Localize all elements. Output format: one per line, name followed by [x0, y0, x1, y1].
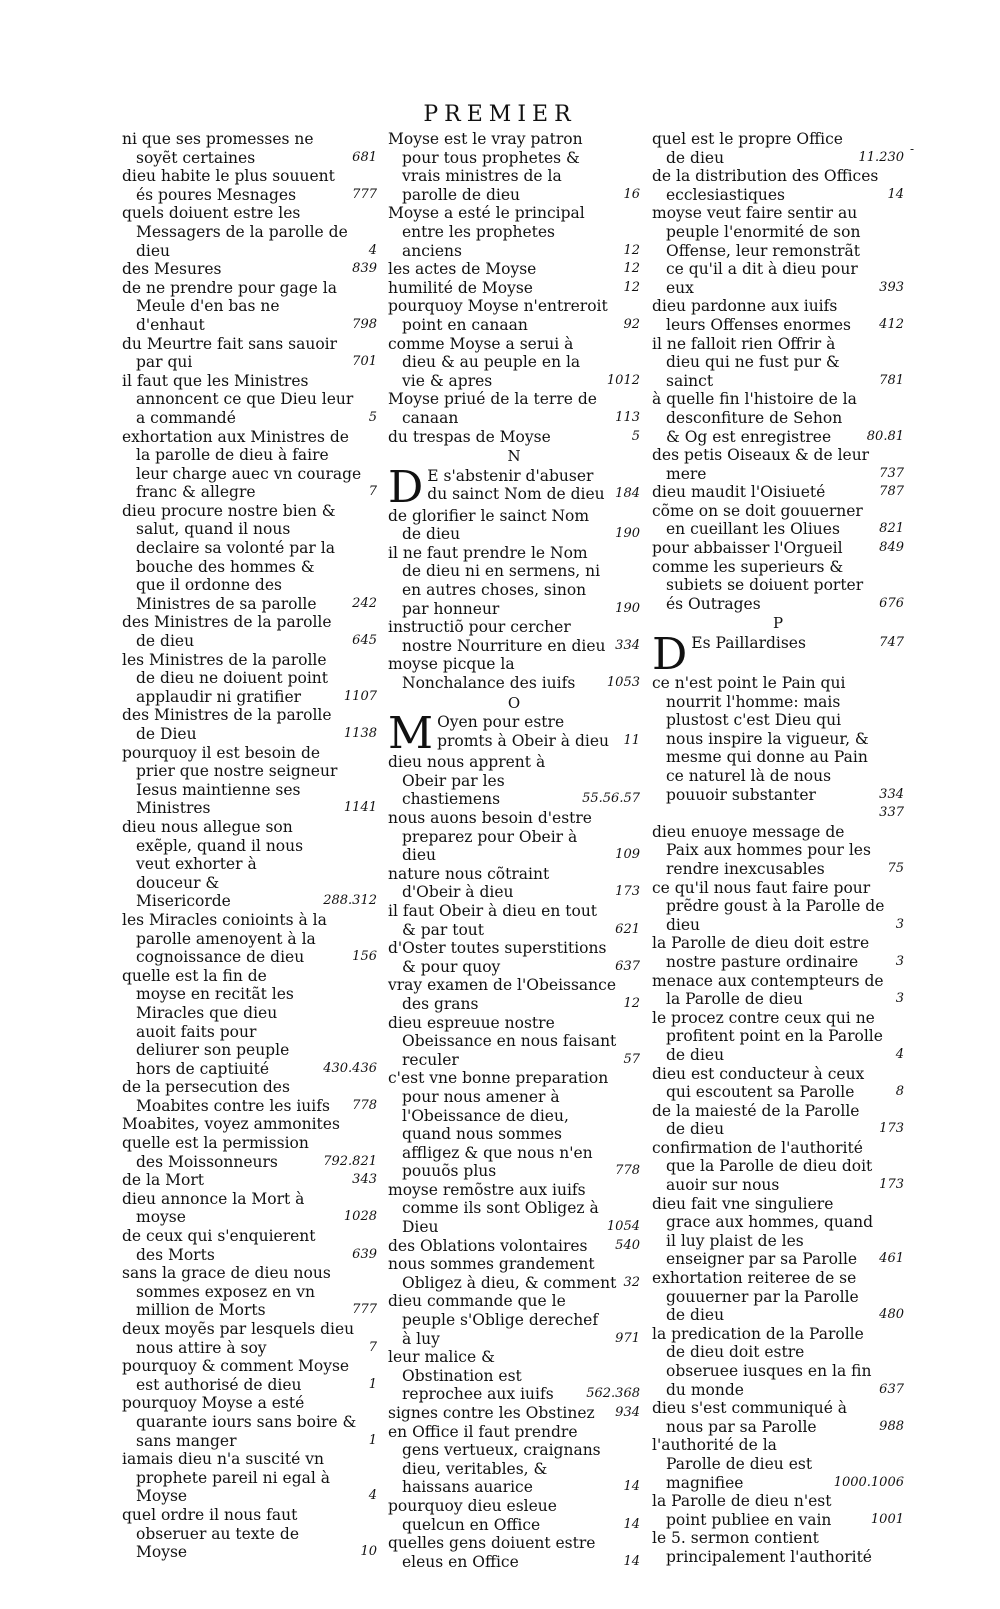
index-entry-text: le procez contre ceux qui ne profitent point en la Parolle de dieu [652, 1008, 883, 1064]
index-entry-text: quelle est la fin de moyse en recitãt les Miracles que dieu auoit faits pour deliurer son peuple hors de captiuité [122, 966, 294, 1078]
index-entry [388, 1237, 640, 1256]
page-reference: 562.368 [586, 1386, 640, 1402]
index-entry-text: ce n'est point le Pain qui nourrit l'homme: mais plustost c'est Dieu qui nous inspire la vigueur, & mesme qui donne au Pain ce naturel là de nous pouuoir substanter [652, 674, 869, 804]
page-reference: 637 [879, 1381, 904, 1397]
index-entry [122, 335, 377, 372]
index-entry [652, 934, 904, 971]
index-entry [388, 279, 640, 298]
page-reference: 821 [879, 521, 904, 537]
index-entry [652, 446, 904, 483]
drop-cap: D [652, 634, 688, 675]
index-entry-text: dieu nous allegue son exẽple, quand il nous veut exhorter à douceur & Misericorde [122, 817, 304, 911]
page-reference: 798 [352, 316, 377, 332]
index-entry [122, 818, 377, 911]
index-entry-text: leur malice & Obstination est reprochee aux iuifs [388, 1348, 554, 1404]
index-entry-text: nous sommes grandement Obligez à dieu, & comment [388, 1255, 617, 1292]
page-reference: 781 [879, 372, 904, 388]
page-reference: 109 [615, 847, 640, 863]
page-reference: 777 [352, 186, 377, 202]
index-entry-text: des petis Oiseaux & de leur mere [652, 446, 870, 483]
index-entry-text: la predication de la Parolle de dieu doit estre obseruee iusques en la fin du monde [652, 1324, 872, 1399]
index-entry [652, 1139, 904, 1195]
index-entry-text: quels doiuent estre les Messagers de la parolle de dieu [122, 204, 348, 260]
page-reference: 92 [623, 316, 640, 332]
page-reference: 190 [615, 600, 640, 616]
index-entry-text: il ne falloit rien Offrir à dieu qui ne fust pur & sainct [652, 334, 840, 390]
index-entry-text: de la persecution des Moabites contre les iuifs [122, 1078, 330, 1115]
page-reference: 10 [360, 1544, 377, 1560]
page-reference: 14 [623, 1553, 640, 1569]
page-reference: 676 [879, 595, 904, 611]
page-reference: 747 [879, 635, 904, 651]
index-entry [122, 706, 377, 743]
index-entry [388, 1292, 640, 1348]
running-head: PREMIER [423, 102, 577, 127]
index-entry-text: nature nous cõtraint d'Obeir à dieu [388, 864, 550, 902]
section-letter-p: P [772, 614, 784, 633]
index-entry [122, 372, 377, 428]
section-lead [388, 713, 640, 753]
index-entry-text: comme les superieurs & subiets se doiuent porter és Outrages [652, 557, 864, 613]
index-entry [388, 1255, 640, 1292]
index-entry-text: dieu enuoye message de Paix aux hommes pour les rendre inexcusables [652, 822, 871, 878]
index-entry-text: sans la grace de dieu nous sommes exposez en vn million de Morts [122, 1264, 331, 1320]
index-entry-text: ce qu'il nous faut faire pour prẽdre goust à la Parolle de dieu [652, 878, 885, 934]
index-entry [388, 390, 640, 427]
index-entry [691, 634, 904, 653]
index-entry [652, 674, 904, 804]
index-entry [388, 1497, 640, 1534]
index-entry [122, 1450, 377, 1506]
page-reference: 777 [352, 1302, 377, 1318]
index-entry [652, 1325, 904, 1399]
page-reference: 12 [623, 261, 640, 277]
index-entry-text: des Mesures [122, 260, 222, 279]
index-entry [388, 1423, 640, 1497]
page-reference: 14 [623, 1479, 640, 1495]
page-reference: 8 [895, 1084, 904, 1100]
page-reference: 645 [352, 633, 377, 649]
page-reference: 12 [623, 242, 640, 258]
section-letter-o: O [507, 693, 521, 712]
index-entry-text: les Ministres de la parolle de dieu ne doiuent point applaudir ni gratifier [122, 650, 328, 706]
index-entry [122, 1227, 377, 1264]
index-entry-text: il faut Obeir à dieu en tout & par tout [388, 901, 598, 939]
index-entry-text: quel est le propre Office de dieu [652, 130, 843, 167]
page-reference: 412 [879, 316, 904, 332]
index-entry-text: E s'abstenir d'abuser du sainct Nom de dieu [427, 466, 605, 504]
page-reference: 334 [879, 786, 904, 802]
index-entry [388, 618, 640, 655]
index-entry [652, 502, 904, 539]
index-entry-text: Moabites, voyez ammonites [122, 1115, 340, 1134]
page-reference: 5 [368, 409, 377, 425]
index-entry [122, 744, 377, 818]
index-entry-text: les actes de Moyse [388, 260, 537, 279]
index-entry-text: Oyen pour estre promts à Obeir à dieu [437, 713, 610, 750]
index-entry [122, 130, 377, 167]
index-entry-text: exhortation reiteree de se gouuerner par la Parolle de dieu [652, 1269, 859, 1325]
index-entry-text: dieu pardonne aux iuifs leurs Offenses enormes [652, 297, 852, 334]
page-reference: 988 [879, 1418, 904, 1434]
index-entry [652, 1065, 904, 1102]
page-reference: 14 [887, 186, 904, 202]
page-reference: 57 [623, 1051, 640, 1067]
index-entry-text: l'authorité de la Parolle de dieu est magnifiee [652, 1436, 813, 1492]
page-reference: 173 [879, 1177, 904, 1193]
index-entry-text: comme Moyse a serui à dieu & au peuple en la vie & apres [388, 334, 581, 390]
index-entry [388, 753, 640, 809]
page-reference: 7 [368, 484, 377, 500]
page-reference: 3 [895, 953, 904, 969]
index-entry-text: d'Oster toutes superstitions & pour quoy [388, 939, 607, 976]
index-entry-text: en Office il faut prendre gens vertueux, craignans dieu, veritables, & haissans auarice [388, 1422, 601, 1497]
page-reference: 16 [623, 186, 640, 202]
index-entry-text: pourquoy & comment Moyse est authorisé de dieu [122, 1357, 350, 1394]
index-entry-text: Moyse est le vray patron pour tous prophetes & vrais ministres de la parolle de dieu [388, 130, 583, 204]
page-reference: 3 [895, 991, 904, 1007]
page-reference: 156 [352, 949, 377, 965]
index-entry [388, 335, 640, 391]
index-entry [652, 823, 904, 879]
index-entry [652, 390, 904, 446]
index-entry [388, 939, 640, 976]
index-column-1 [122, 130, 377, 1562]
index-entry-text: des Oblations volontaires [388, 1236, 588, 1255]
index-entry [122, 428, 377, 502]
index-column-2 [388, 130, 640, 1571]
index-entry-text: moyse remõstre aux iuifs comme ils sont Obligez à Dieu [388, 1180, 599, 1237]
index-entry-text: dieu s'est communiqué à nous par sa Parolle [652, 1399, 848, 1436]
index-entry [652, 204, 904, 297]
index-entry [122, 613, 377, 650]
index-entry [652, 335, 904, 391]
index-entry [652, 879, 904, 935]
index-entry [652, 130, 904, 167]
index-entry-text: Es Paillardises [691, 634, 806, 653]
page-reference: 12 [623, 995, 640, 1011]
page-reference: 7 [368, 1339, 377, 1355]
index-entry [652, 297, 904, 334]
index-entry [122, 1115, 377, 1134]
page-reference: 334 [615, 637, 640, 653]
index-entry [652, 1399, 904, 1436]
index-entry-text: Moyse priué de la terre de canaan [388, 390, 597, 427]
page-reference: 343 [352, 1172, 377, 1188]
index-entry [122, 1134, 377, 1171]
page-reference: 737 [879, 465, 904, 481]
page-reference: 80.81 [866, 428, 904, 444]
index-entry [652, 1195, 904, 1269]
index-entry [388, 1348, 640, 1404]
index-entry-text: il faut que les Ministres annoncent ce que Dieu leur a commandé [122, 371, 354, 427]
index-entry [122, 167, 377, 204]
page-reference: 1000.1006 [833, 1474, 904, 1490]
page-reference: 934 [615, 1405, 640, 1420]
page-reference: 242 [352, 595, 377, 611]
index-entry-text: de ceux qui s'enquierent des Morts [122, 1227, 316, 1264]
index-entry-text: dieu commande que le peuple s'Oblige derechef à luy [388, 1292, 599, 1348]
index-column-3 [652, 130, 904, 1567]
index-entry [652, 1102, 904, 1139]
index-entry-text: deux moyẽs par lesquels dieu nous attire à soy [122, 1320, 355, 1357]
page-reference: 4 [368, 1488, 377, 1504]
page-reference: 1107 [343, 688, 377, 704]
index-entry-text: à quelle fin l'histoire de la desconfiture de Sehon & Og est enregistree [652, 390, 857, 446]
page-reference: 75 [887, 860, 904, 876]
index-entry-text: moyse picque la Nonchalance des iuifs [388, 655, 576, 693]
index-entry-text: nous auons besoin d'estre preparez pour Obeir à dieu [388, 809, 592, 865]
index-entry [652, 1009, 904, 1065]
page-reference: 540 [615, 1237, 640, 1253]
page-reference: 1 [368, 1432, 377, 1448]
index-entry-text: il ne faut prendre le Nom de dieu ni en sermens, ni en autres choses, sinon par honneur [388, 543, 601, 618]
index-entry-text: confirmation de l'authorité que la Parolle de dieu doit auoir sur nous [652, 1138, 873, 1195]
index-entry-text: le 5. sermon contient principalement l'authorité [652, 1529, 872, 1566]
index-entry-text: pourquoy Moyse n'entreroit point en canaan [388, 297, 608, 334]
page-reference: 792.821 [323, 1153, 377, 1169]
page-reference: 3 [895, 916, 904, 932]
index-entry-text: du Meurtre fait sans sauoir par qui [122, 334, 338, 372]
page-reference: 4 [895, 1046, 904, 1062]
index-entry [652, 558, 904, 614]
index-entry [652, 1436, 904, 1492]
page-reference: 1012 [606, 372, 640, 388]
index-entry [388, 865, 640, 902]
page-reference: 1053 [606, 675, 640, 691]
index-entry [388, 1404, 640, 1423]
index-entry-text: ni que ses promesses ne soyẽt certaines [122, 130, 314, 167]
page-reference: 1141 [343, 800, 377, 816]
index-entry [122, 260, 377, 279]
page-reference: 971 [615, 1330, 640, 1346]
index-entry-text: dieu procure nostre bien & salut, quand il nous declaire sa volonté par la bouche des hommes & que il ordonne des Ministres de sa parolle [122, 501, 336, 613]
page-reference: 1001 [870, 1511, 904, 1527]
index-entry-text: Moyse a esté le principal entre les prophetes anciens [388, 204, 585, 260]
index-entry-text: la Parolle de dieu n'est point publiee en vain [652, 1492, 832, 1529]
index-entry-text: de glorifier le sainct Nom de dieu [388, 506, 590, 544]
page-reference: 639 [352, 1246, 377, 1262]
index-entry-text: pourquoy il est besoin de prier que nostre seigneur Iesus maintienne ses Ministres [122, 743, 338, 818]
index-entry-text: quelle est la permission des Moissonneurs [122, 1134, 309, 1171]
index-entry [388, 428, 640, 447]
page-reference: 1138 [343, 726, 377, 741]
page-reference: 12 [623, 279, 640, 295]
index-entry-text: dieu fait vne singuliere grace aux hommes, quand il luy plaist de les enseigner par sa Parolle [652, 1194, 873, 1269]
drop-cap: M [388, 713, 434, 754]
index-entry-text: de la Mort [122, 1171, 204, 1190]
index-entry-text: quelles gens doiuent estre eleus en Office [388, 1534, 596, 1571]
page-reference: 11 [623, 732, 640, 748]
index-entry [122, 279, 377, 335]
index-entry-text: iamais dieu n'a suscité vn prophete pareil ni egal à Moyse [122, 1450, 330, 1506]
index-entry-text: exhortation aux Ministres de la parolle de dieu à faire leur charge auec vn courage franc & allegre [122, 427, 362, 502]
page-reference: 778 [615, 1163, 640, 1179]
page-reference: 393 [879, 279, 904, 295]
index-entry-text: vray examen de l'Obeissance des grans [388, 976, 617, 1013]
index-entry-text: dieu annonce la Mort à moyse [122, 1189, 305, 1227]
page-reference: 173 [615, 884, 640, 900]
index-entry [388, 130, 640, 204]
page-reference: 621 [615, 921, 640, 937]
index-entry [388, 976, 640, 1013]
page-reference: 430.436 [323, 1060, 377, 1076]
page-reference: 681 [352, 149, 377, 165]
index-entry [122, 1264, 377, 1320]
index-entry-text: pourquoy dieu esleue quelcun en Office [388, 1496, 557, 1534]
index-entry [388, 1069, 640, 1181]
index-entry [122, 1357, 377, 1394]
page-reference: 778 [352, 1097, 377, 1113]
index-entry [388, 902, 640, 939]
page-reference: 184 [615, 486, 640, 502]
index-entry [652, 1269, 904, 1325]
page-reference: 1054 [606, 1219, 640, 1235]
page-reference: 701 [352, 354, 377, 370]
page-reference: 1028 [343, 1209, 377, 1225]
page-reference: 173 [879, 1121, 904, 1137]
page-reference: 190 [615, 526, 640, 542]
index-entry [388, 1534, 640, 1571]
index-entry [652, 167, 904, 204]
index-entry [122, 1394, 377, 1450]
index-entry-text: des Ministres de la parolle de dieu [122, 613, 332, 651]
index-entry-text: du trespas de Moyse [388, 427, 551, 446]
index-entry-text: menace aux contempteurs de la Parolle de dieu [652, 971, 884, 1009]
page-reference: 5 [631, 428, 640, 444]
index-entry [652, 972, 904, 1009]
page-reference: 32 [623, 1274, 640, 1290]
index-entry [652, 804, 904, 823]
index-entry-text: dieu habite le plus souuent és poures Mesnages [122, 167, 335, 204]
page-reference: 337 [879, 805, 904, 821]
index-entry [437, 713, 640, 750]
page-reference: 480 [879, 1307, 904, 1323]
index-entry [122, 1320, 377, 1357]
section-lead [652, 634, 904, 674]
index-entry [388, 204, 640, 260]
index-entry [388, 507, 640, 544]
index-entry [388, 297, 640, 334]
page-reference: 787 [879, 484, 904, 500]
index-entry [388, 260, 640, 279]
index-entry-text: les Miracles conioints à la parolle amenoyent à la cognoissance de dieu [122, 910, 327, 967]
index-entry-text: cõme on se doit gouuerner en cueillant les Oliues [652, 501, 863, 539]
index-entry [388, 1181, 640, 1237]
index-entry-text: dieu espreuue nostre Obeissance en nous faisant reculer [388, 1013, 617, 1069]
index-entry-text: dieu est conducteur à ceux qui escoutent sa Parolle [652, 1064, 865, 1102]
index-entry-text: dieu maudit l'Oisiueté [652, 483, 826, 502]
index-entry-text: la Parolle de dieu doit estre nostre pasture ordinaire [652, 934, 870, 971]
index-entry [122, 1171, 377, 1190]
index-entry [652, 539, 904, 558]
index-entry [388, 544, 640, 618]
index-entry [388, 655, 640, 692]
index-entry [122, 1506, 377, 1562]
page-reference: 4 [368, 242, 377, 258]
section-lead [388, 467, 640, 507]
page-reference: 849 [879, 540, 904, 556]
index-entry [652, 1529, 904, 1566]
index-entry-text: quel ordre il nous faut obseruer au texte de Moyse [122, 1505, 299, 1562]
index-entry-text: pourquoy Moyse a esté quarante iours sans boire & sans manger [122, 1394, 357, 1450]
index-entry-text: des Ministres de la parolle de Dieu [122, 706, 332, 743]
index-entry [122, 1078, 377, 1115]
index-entry [122, 911, 377, 967]
drop-cap: D [388, 466, 424, 507]
index-entry [122, 502, 377, 614]
index-entry [388, 1014, 640, 1070]
index-entry [427, 467, 640, 504]
index-entry [652, 483, 904, 502]
page-reference: 288.312 [323, 893, 377, 909]
index-entry [122, 204, 377, 260]
page-reference: 637 [615, 958, 640, 974]
page-reference: 1 [368, 1376, 377, 1392]
index-entry-text: instructiõ pour cercher nostre Nourriture en dieu [388, 618, 606, 655]
index-entry [122, 651, 377, 707]
page-reference: 113 [615, 409, 640, 425]
index-entry-text: c'est vne bonne preparation pour nous amener à l'Obeissance de dieu, quand nous sommes affligez & que nous n'en pouuõs plus [388, 1069, 609, 1181]
page-reference: 55.56.57 [582, 791, 640, 807]
index-entry-text: dieu nous apprent à Obeir par les chastiemens [388, 753, 546, 809]
index-entry [652, 1492, 904, 1529]
page-reference: 461 [879, 1251, 904, 1267]
index-entry-text: pour abbaisser l'Orgueil [652, 539, 843, 558]
index-entry [388, 809, 640, 865]
index-entry-text: de la distribution des Offices ecclesiastiques [652, 167, 879, 204]
index-entry-text: de ne prendre pour gage la Meule d'en bas ne d'enhaut [122, 278, 337, 334]
page-reference: 839 [352, 261, 377, 277]
index-entry-text: de la maiesté de la Parolle de dieu [652, 1101, 860, 1139]
index-entry-text: signes contre les Obstinez [388, 1404, 595, 1422]
section-letter-n: N [507, 447, 521, 466]
index-entry [122, 967, 377, 1079]
page-reference: 11.230 [858, 149, 904, 165]
index-entry [122, 1190, 377, 1227]
index-entry-text: moyse veut faire sentir au peuple l'enormité de son Offense, leur remonstrãt ce qu'il a dit à dieu pour eux [652, 204, 861, 297]
page-reference: 14 [623, 1516, 640, 1532]
corner-mark: - [909, 142, 914, 156]
index-entry-text: humilité de Moyse [388, 278, 533, 297]
